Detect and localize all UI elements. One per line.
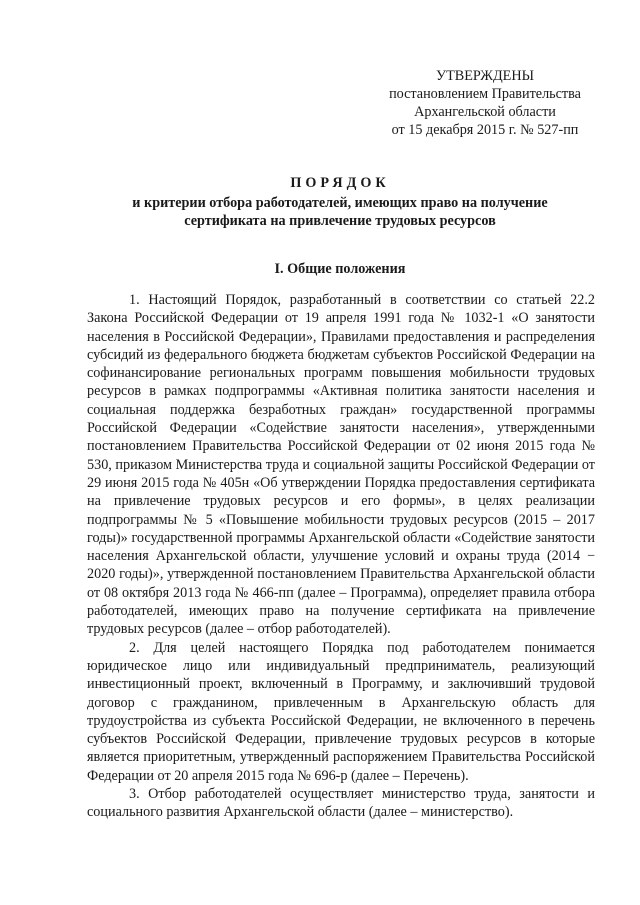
paragraph: 2. Для целей настоящего Порядка под работодателем понимается юридическое лицо или индивидуальный предприниматель, реализующий инвестиционный проект, включенный в Программу, и заключивший трудовой договор с гражданином, привлеченным в Архангельскую область для трудоустройства из субъекта Российской Федерации, не включенного в перечень субъектов Российской Федерации, привлечение трудовых ресурсов в которые является приоритетным, утвержденный распоряжением Правительства Российской Федерации от 20 апреля 2015 года № 696-р (далее – Перечень). xyxy=(87,639,595,784)
approval-stamp xyxy=(370,67,600,139)
title-line-2: сертификата на привлечение трудовых ресурсов xyxy=(184,213,496,229)
approval-line-3: Архангельской области xyxy=(414,104,556,120)
paragraph: 1. Настоящий Порядок, разработанный в соответствии со статьей 22.2 Закона Российской Федерации от 19 апреля 1991 года № 1032-1 «О занятости населения в Российской Федерации», Правилами предоставления и распределения субсидий из федерального бюджета бюджетам субъектов Российской Федерации на софинансирование региональных программ повышения мобильности трудовых ресурсов в рамках подпрограммы «Активная политика занятости населения и социальная поддержка безработных граждан» государственной программы Российской Федерации «Содействие занятости населения», утвержденными постановлением Правительства Российской Федерации от 02 июня 2015 года № 530, приказом Министерства труда и социальной защиты Российской Федерации от 29 июня 2015 года № 405н «Об утверждении Порядка предоставления сертификата на привлечение трудовых ресурсов и его формы», в целях реализации подпрограммы № 5 «Повышение мобильности трудовых ресурсов (2015 – 2017 годы)» государственной программы Архангельской области «Содействие занятости населения Архангельской области, улучшение условий и охраны труда (2014 − 2020 годы)», утвержденной постановлением Правительства Архангельской области от 08 октября 2013 года № 466-пп (далее – Программа), определяет правила отбора работодателей, имеющих право на получение сертификата на привлечение трудовых ресурсов (далее – отбор работодателей). xyxy=(87,292,595,638)
section-title: I. Общие положения xyxy=(274,261,406,277)
document-body xyxy=(87,291,595,822)
approval-line-2: постановлением Правительства xyxy=(389,86,581,102)
title-line-1: и критерии отбора работодателей, имеющих право на получение xyxy=(132,195,548,211)
approval-line-1: УТВЕРЖДЕНЫ xyxy=(436,68,534,84)
title-heading: ПОРЯДОК xyxy=(290,175,390,191)
document-title xyxy=(60,174,620,230)
approval-line-4: от 15 декабря 2015 г. № 527-пп xyxy=(391,122,579,138)
paragraph: 3. Отбор работодателей осуществляет министерство труда, занятости и социального развития Архангельской области (далее – министерство). xyxy=(87,786,595,821)
